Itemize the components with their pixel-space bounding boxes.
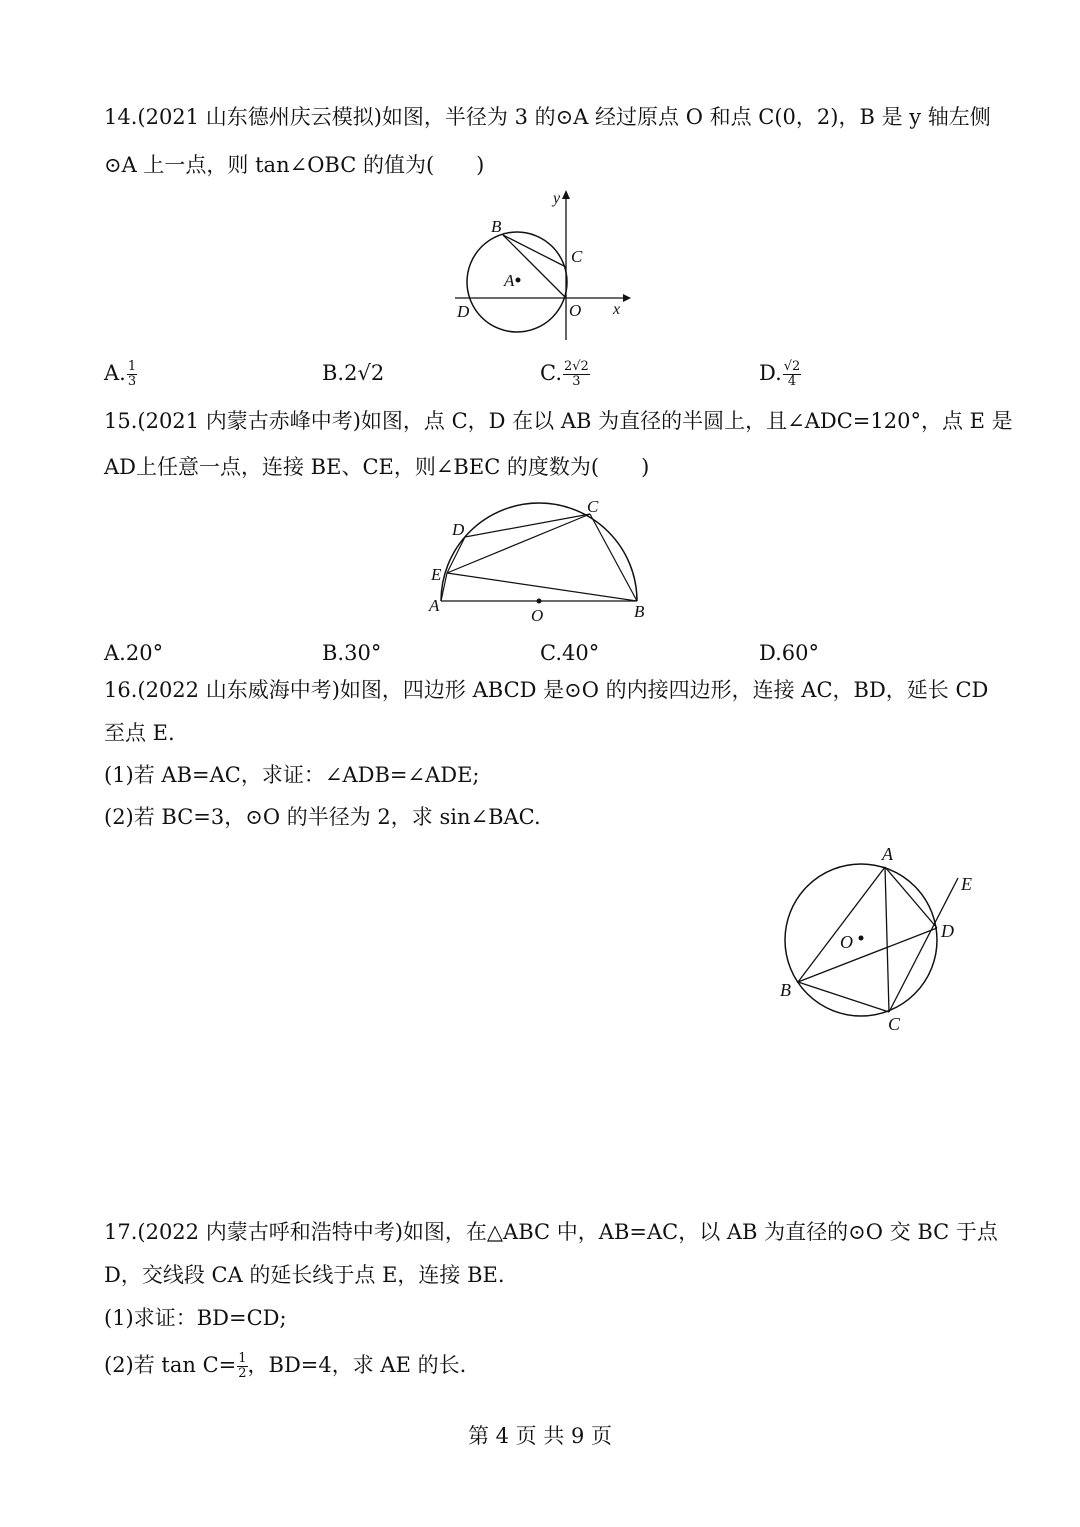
q17-text-line2: D，交线段 CA 的延长线于点 E，连接 BE. <box>104 1263 505 1287</box>
q15-chord-eb <box>447 573 637 601</box>
q15-option-a: A.20° <box>104 641 164 665</box>
q14-option-d-fraction <box>783 360 802 389</box>
q14-option-b: B.2√2 <box>322 361 385 385</box>
q15-point-o <box>537 599 542 604</box>
q14-figure <box>445 185 635 345</box>
q15-label-o: O <box>531 606 544 625</box>
q16-text-line1: 16.(2022 山东威海中考)如图，四边形 ABCD 是⊙O 的内接四边形，连接 AC，BD，延长 CD <box>104 678 989 702</box>
q16-line-ce <box>889 878 958 1012</box>
q14-option-a-den: 3 <box>127 374 137 389</box>
q17-part2 <box>104 1350 466 1381</box>
q15-figure <box>420 490 660 625</box>
q17-part2-num: 1 <box>238 1351 247 1366</box>
q14-option-c-den: 3 <box>572 374 581 389</box>
q16-label-e: E <box>961 874 972 894</box>
q15-label-d: D <box>452 520 465 539</box>
q15-chord-ec <box>447 514 590 573</box>
q14-option-a-fraction <box>127 360 137 389</box>
q14-option-d <box>759 358 801 389</box>
q14-label-y: y <box>553 190 561 207</box>
q14-option-d-den: 4 <box>787 374 797 389</box>
q17-part2-fraction <box>237 1352 247 1381</box>
q15-option-c: C.40° <box>540 641 600 665</box>
q16-text-line2: 至点 E. <box>104 721 175 745</box>
q16-part1: (1)若 AB=AC，求证：∠ADB=∠ADE; <box>104 763 480 787</box>
q14-option-c-prefix: C. <box>540 361 562 385</box>
q16-point-o <box>859 936 864 941</box>
q14-option-c-num: 2√2 <box>564 359 589 374</box>
q14-label-c: C <box>571 247 583 266</box>
q16-label-b: B <box>780 980 791 1000</box>
q15-label-b: B <box>634 602 645 621</box>
q14-label-x: x <box>613 301 621 318</box>
q16-label-o: O <box>840 932 853 952</box>
q14-label-d: D <box>457 302 470 321</box>
q17-part2-den: 2 <box>238 1366 247 1381</box>
q15-label-e: E <box>431 565 442 584</box>
q15-chord-ed <box>447 537 465 573</box>
q14-label-b: B <box>491 217 502 236</box>
q15-option-b: B.30° <box>322 641 382 665</box>
q17-part1: (1)求证：BD=CD; <box>104 1306 287 1330</box>
q15-text-line1: 15.(2021 内蒙古赤峰中考)如图，点 C，D 在以 AB 为直径的半圆上，且∠ADC=120°，点 E 是 <box>104 409 1013 433</box>
q14-text-line1: 14.(2021 山东德州庆云模拟)如图，半径为 3 的⊙A 经过原点 O 和点 C(0，2)，B 是 y 轴左侧 <box>104 105 991 129</box>
q14-option-a-prefix: A. <box>104 361 126 385</box>
q14-x-arrow <box>623 294 631 302</box>
q15-chord-cb <box>590 514 637 601</box>
q16-part2: (2)若 BC=3，⊙O 的半径为 2，求 sin∠BAC. <box>104 805 541 829</box>
q14-text-line2: ⊙A 上一点，则 tan∠OBC 的值为( ) <box>104 153 485 177</box>
q16-label-c: C <box>888 1014 901 1034</box>
q14-option-c-fraction <box>563 360 590 389</box>
q14-label-a: A <box>504 271 515 290</box>
q14-option-d-num: √2 <box>783 359 801 374</box>
page-footer: 第 4 页 共 9 页 <box>467 1424 613 1448</box>
q14-option-a-num: 1 <box>127 359 137 374</box>
q15-chord-dc <box>465 514 590 537</box>
q15-option-d: D.60° <box>759 641 819 665</box>
q14-option-d-prefix: D. <box>759 361 782 385</box>
q16-label-d: D <box>941 921 954 941</box>
q17-part2-prefix: (2)若 tan C= <box>104 1353 237 1377</box>
q16-label-a: A <box>882 844 893 864</box>
q16-chord-ac <box>885 867 889 1012</box>
q15-text-line2: AD上任意一点，连接 BE、CE，则∠BEC 的度数为( ) <box>104 455 650 479</box>
q14-option-c <box>540 358 590 389</box>
q17-part2-suffix: ，BD=4，求 AE 的长. <box>247 1353 467 1377</box>
q14-option-a <box>104 358 137 389</box>
q16-chord-ad <box>885 867 937 928</box>
q14-y-arrow <box>562 190 570 199</box>
q15-label-c: C <box>587 497 599 516</box>
q16-figure <box>770 840 990 1040</box>
q14-label-o: O <box>569 301 582 320</box>
q17-text-line1: 17.(2022 内蒙古呼和浩特中考)如图，在△ABC 中，AB=AC，以 AB 为直径的⊙O 交 BC 于点 <box>104 1220 998 1244</box>
q14-point-a <box>516 278 521 283</box>
q15-label-a: A <box>429 596 440 615</box>
